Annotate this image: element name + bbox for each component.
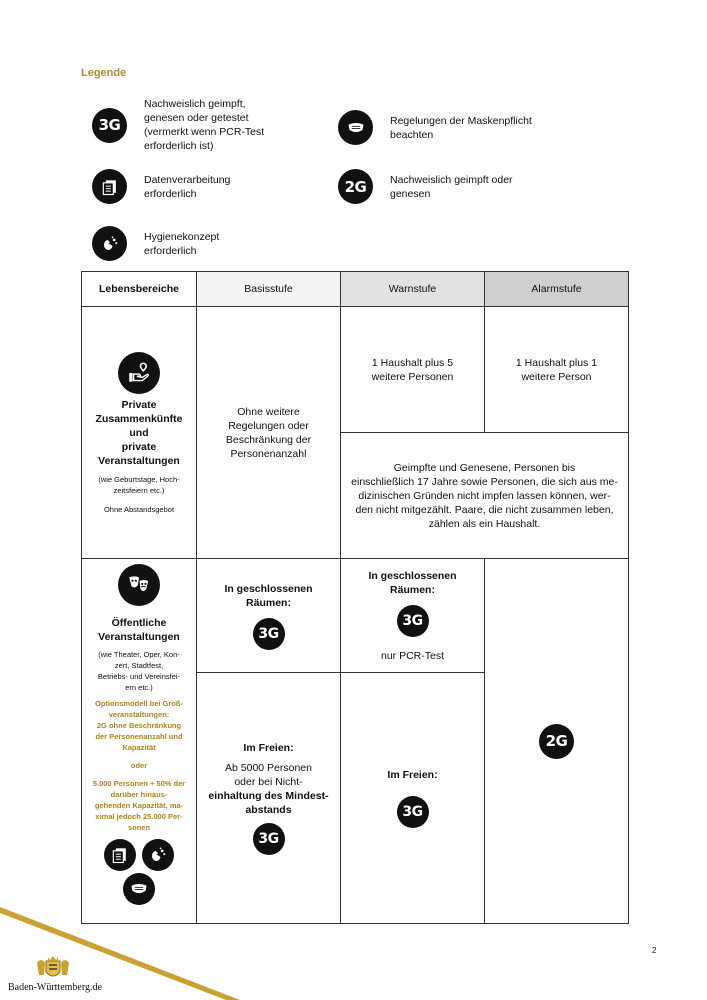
- row-private-basis: Ohne weitere Regelungen oder Beschränkung der Personenanzahl: [197, 307, 341, 559]
- header-alarmstufe: Alarmstufe: [485, 272, 628, 307]
- row-private-warn: 1 Haushalt plus 5 weitere Personen: [341, 307, 485, 433]
- badge-3g-icon: 3G: [253, 823, 285, 855]
- pcr-test-note: nur PCR-Test: [380, 649, 444, 662]
- row-private-title: Private Zusammenkünfte und private Veranstaltungen: [95, 399, 183, 467]
- row-public-basis-outside: Im Freien: Ab 5000 Personen oder bei Nicht- einhaltung des Mindest- abstands 3G: [197, 673, 341, 923]
- legend-item-mask: [338, 110, 532, 145]
- mask-icon: [338, 110, 373, 145]
- theater-masks-icon: [118, 564, 160, 606]
- rules-table: [81, 271, 629, 924]
- header-basisstufe: Basisstufe: [197, 272, 341, 307]
- row-private-examples: (wie Geburtstage, Hoch- zeitsfeiern etc.): [98, 475, 180, 495]
- header-lebensbereiche: Lebensbereiche: [82, 272, 197, 307]
- legend-text-data: Datenverarbeitung erforderlich: [144, 173, 231, 200]
- legend-item-3g: [92, 97, 264, 153]
- row-public-icons: [104, 839, 174, 871]
- row-public-alarm: [485, 559, 628, 923]
- row-public-warn-outside: Im Freien: 3G: [341, 673, 485, 923]
- badge-3g-icon: 3G: [92, 108, 127, 143]
- badge-3g-icon: 3G: [253, 618, 285, 650]
- badge-2g-icon: 2G: [338, 169, 373, 204]
- legend-item-2g: [338, 169, 513, 204]
- legend-title: Legende: [81, 67, 127, 79]
- row-public-title: Öffentliche Veranstaltungen: [98, 617, 180, 643]
- row-public-examples: (wie Theater, Oper, Kon- zert, Stadtfest, Betriebs- und Vereinsfei- ern etc.): [97, 650, 181, 692]
- row-private-shared-note: Geimpfte und Genesene, Personen bis einschließlich 17 Jahre sowie Personen, die sich aus me- dizinischen Gründen nicht impfen lassen können, wer- den nicht mitgezählt. Paare, die nicht zusammen leben, zählen als ein Haushalt.: [341, 433, 628, 559]
- header-warnstufe: Warnstufe: [341, 272, 485, 307]
- row-public-oder: oder: [130, 761, 148, 770]
- badge-2g-icon: 2G: [539, 724, 574, 759]
- page-number: 2: [652, 946, 657, 955]
- data-processing-icon: [104, 839, 136, 871]
- legend-text-hygiene: Hygienekonzept erforderlich: [144, 230, 220, 257]
- legend-text-3g: Nachweislich geimpft, genesen oder getestet (vermerkt wenn PCR-Test erforderlich ist): [144, 98, 265, 152]
- hygiene-icon: [142, 839, 174, 871]
- row-public-warn-inside: In geschlossenen Räumen: 3G nur PCR-Test: [341, 559, 485, 673]
- badge-3g-icon: 3G: [397, 605, 429, 637]
- footer-brand: Baden-Württemberg.de: [8, 982, 102, 993]
- row-public-capacity: 5.000 Personen + 50% der darüber hinaus- gehenden Kapazität, ma- ximal jedoch 25.000 Per- sonen: [92, 779, 186, 832]
- gathering-heart-icon: [118, 352, 160, 394]
- hygiene-icon: [92, 226, 127, 261]
- coat-of-arms-icon: [33, 955, 73, 983]
- legend-item-data: [92, 169, 230, 204]
- row-public-category: [82, 559, 197, 923]
- row-public-basis-inside: In geschlossenen Räumen: 3G: [197, 559, 341, 673]
- row-private-alarm: 1 Haushalt plus 1 weitere Person: [485, 307, 628, 433]
- row-private-category: [82, 307, 197, 559]
- legend-text-mask: Regelungen der Maskenpflicht beachten: [390, 114, 532, 141]
- badge-3g-icon: 3G: [397, 796, 429, 828]
- legend-text-2g: Nachweislich geimpft oder genesen: [390, 173, 513, 200]
- legend-item-hygiene: [92, 226, 219, 261]
- row-public-option-model: Optionsmodell bei Groß- veranstaltungen: 2G ohne Beschränkung der Personenanzahl und Kapazität: [95, 699, 183, 752]
- data-processing-icon: [92, 169, 127, 204]
- row-private-note: Ohne Abstandsgebot: [103, 505, 175, 514]
